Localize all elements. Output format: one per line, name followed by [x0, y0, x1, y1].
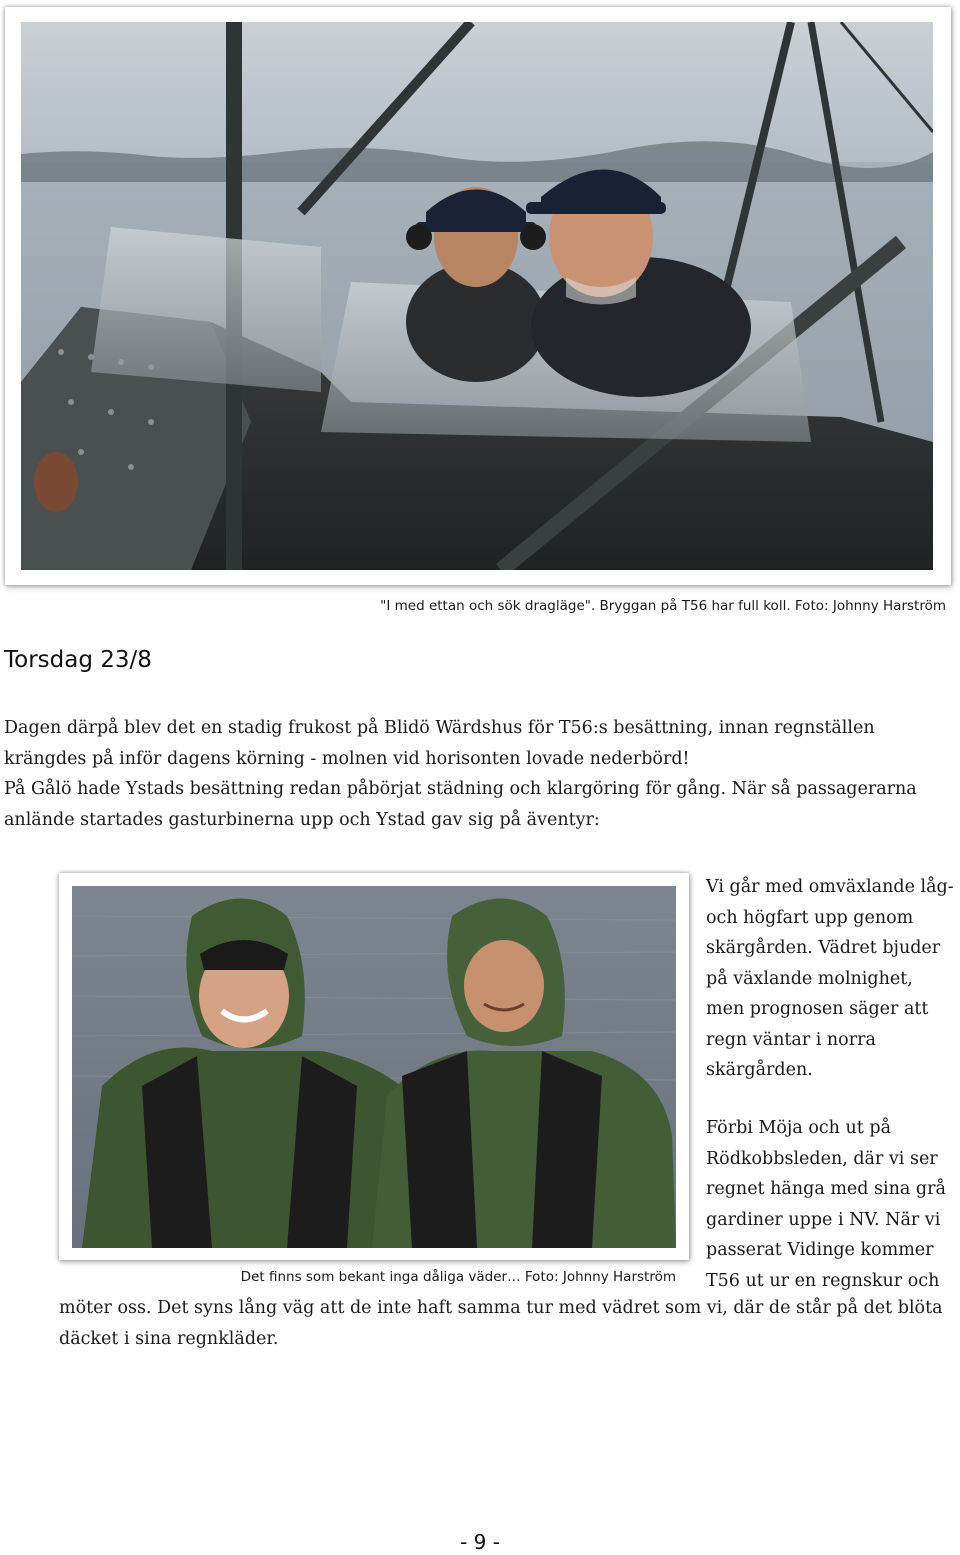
crew-member-left [406, 187, 546, 382]
intro-paragraph-part-1: Dagen därpå blev det en stadig frukost på Blidö Wärdshus för T56:s besättning, innan regnställen krängdes på inför dagens körning - molnen vid horisonten lovade nederbörd! [4, 718, 875, 769]
page-number: - 9 - [460, 1530, 500, 1554]
intro-paragraph-part-2: På Gålö hade Ystads besättning redan påbörjat städning och klargöring för gång. När så passagerarna anlände startades gasturbinerna upp och Ystad gav sig på äventyr: [4, 779, 917, 830]
side-paragraph-2: Förbi Möja och ut på Rödkobbsleden, där vi ser regnet hänga med sina grå gardiner uppe i NV. När vi passerat Vidinge kommer T56 ut ur en regnskur och [706, 1118, 946, 1291]
rain-gear-crew-photo [72, 886, 676, 1248]
continuation-paragraph: möter oss. Det syns lång väg att de inte haft samma tur med vädret som vi, där de står på det blöta däcket i sina regnkläder. [59, 1298, 943, 1349]
top-photo-caption: "I med ettan och sök dragläge". Bryggan på T56 har full koll. Foto: Johnny Harström [380, 598, 946, 614]
section-heading: Torsdag 23/8 [4, 647, 152, 673]
second-photo-frame [59, 873, 689, 1260]
boat-bridge-photo [21, 22, 933, 570]
second-photo-caption: Det finns som bekant inga dåliga väder… Foto: Johnny Harström [240, 1269, 676, 1285]
side-paragraph-1: Vi går med omväxlande låg- och högfart upp genom skärgården. Vädret bjuder på växlande molnighet, men prognosen säger att regn väntar i norra skärgården. [706, 877, 954, 1080]
top-photo-frame [5, 7, 951, 585]
intro-paragraph [4, 713, 956, 835]
